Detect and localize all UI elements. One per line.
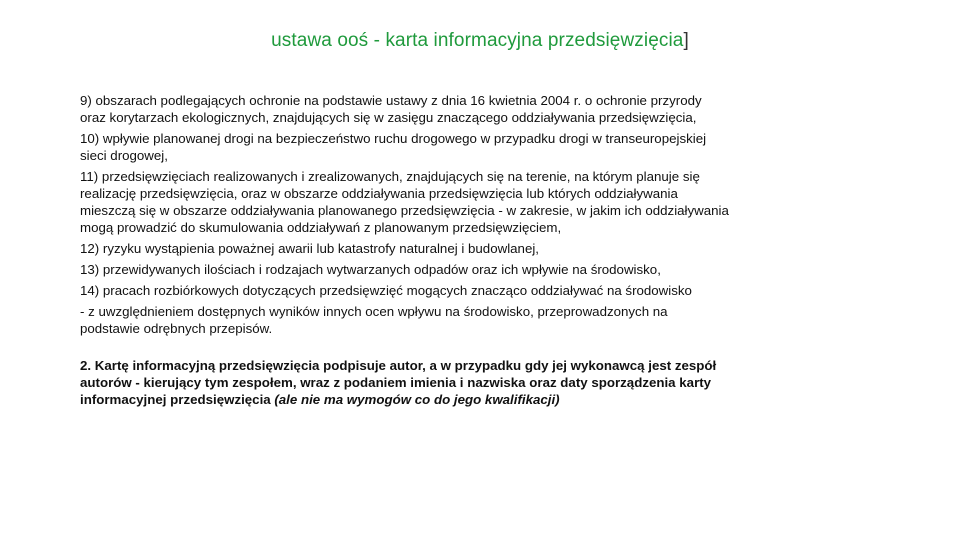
- list-item-13: [80, 261, 890, 278]
- text-line: - z uwzględnieniem dostępnych wyników innych ocen wpływu na środowisko, przeprowadzonych na: [80, 304, 668, 319]
- text-line: mieszczą się w obszarze oddziaływania planowanego przedsięwzięcia - w zakresie, w jakim ich oddziaływania: [80, 203, 729, 218]
- text-line: sieci drogowej,: [80, 148, 168, 163]
- text-line: 2. Kartę informacyjną przedsięwzięcia podpisuje autor, a w przypadku gdy jej wykonawcą jest zespół: [80, 358, 717, 373]
- slide-title: [0, 30, 960, 52]
- list-item-11: [80, 168, 890, 236]
- closing-note: [80, 303, 890, 337]
- slide-body: [80, 92, 890, 408]
- text-line: [80, 391, 890, 408]
- list-item-9: [80, 92, 890, 126]
- list-item-14: [80, 282, 890, 299]
- title-text: ustawa ooś - karta informacyjna przedsięwzięcia: [271, 30, 684, 51]
- text-line: autorów - kierujący tym zespołem, wraz z podaniem imienia i nazwiska oraz daty sporządzenia karty: [80, 375, 712, 390]
- title-bracket: ]: [683, 30, 689, 51]
- text-line: 9) obszarach podlegających ochronie na podstawie ustawy z dnia 16 kwietnia 2004 r. o ochronie przyrody: [80, 93, 702, 108]
- text-line: 12) ryzyku wystąpienia poważnej awarii lub katastrofy naturalnej i budowlanej,: [80, 241, 539, 256]
- text-line: 14) pracach rozbiórkowych dotyczących przedsięwzięć mogących znacząco oddziaływać na środowisko: [80, 283, 692, 298]
- list-item-10: [80, 130, 890, 164]
- point-2: [80, 357, 890, 408]
- text-line: realizację przedsięwzięcia, oraz w obszarze oddziaływania przedsięwzięcia lub których oddziaływania: [80, 186, 678, 201]
- text-line: mogą prowadzić do skumulowania oddziaływań z planowanym przedsięwzięciem,: [80, 220, 562, 235]
- text-line: 13) przewidywanych ilościach i rodzajach wytwarzanych odpadów oraz ich wpływie na środowisko,: [80, 262, 661, 277]
- point-2-text: informacyjnej przedsięwzięcia: [80, 392, 275, 407]
- text-line: podstawie odrębnych przepisów.: [80, 321, 273, 336]
- text-line: oraz korytarzach ekologicznych, znajdujących się w zasięgu znaczącego oddziaływania przedsięwzięcia,: [80, 110, 697, 125]
- text-line: 11) przedsięwzięciach realizowanych i zrealizowanych, znajdujących się na terenie, na którym planuje się: [80, 169, 700, 184]
- point-2-note: (ale nie ma wymogów co do jego kwalifikacji): [274, 392, 560, 407]
- text-line: 10) wpływie planowanej drogi na bezpieczeństwo ruchu drogowego w przypadku drogi w transeuropejskiej: [80, 131, 707, 146]
- list-item-12: [80, 240, 890, 257]
